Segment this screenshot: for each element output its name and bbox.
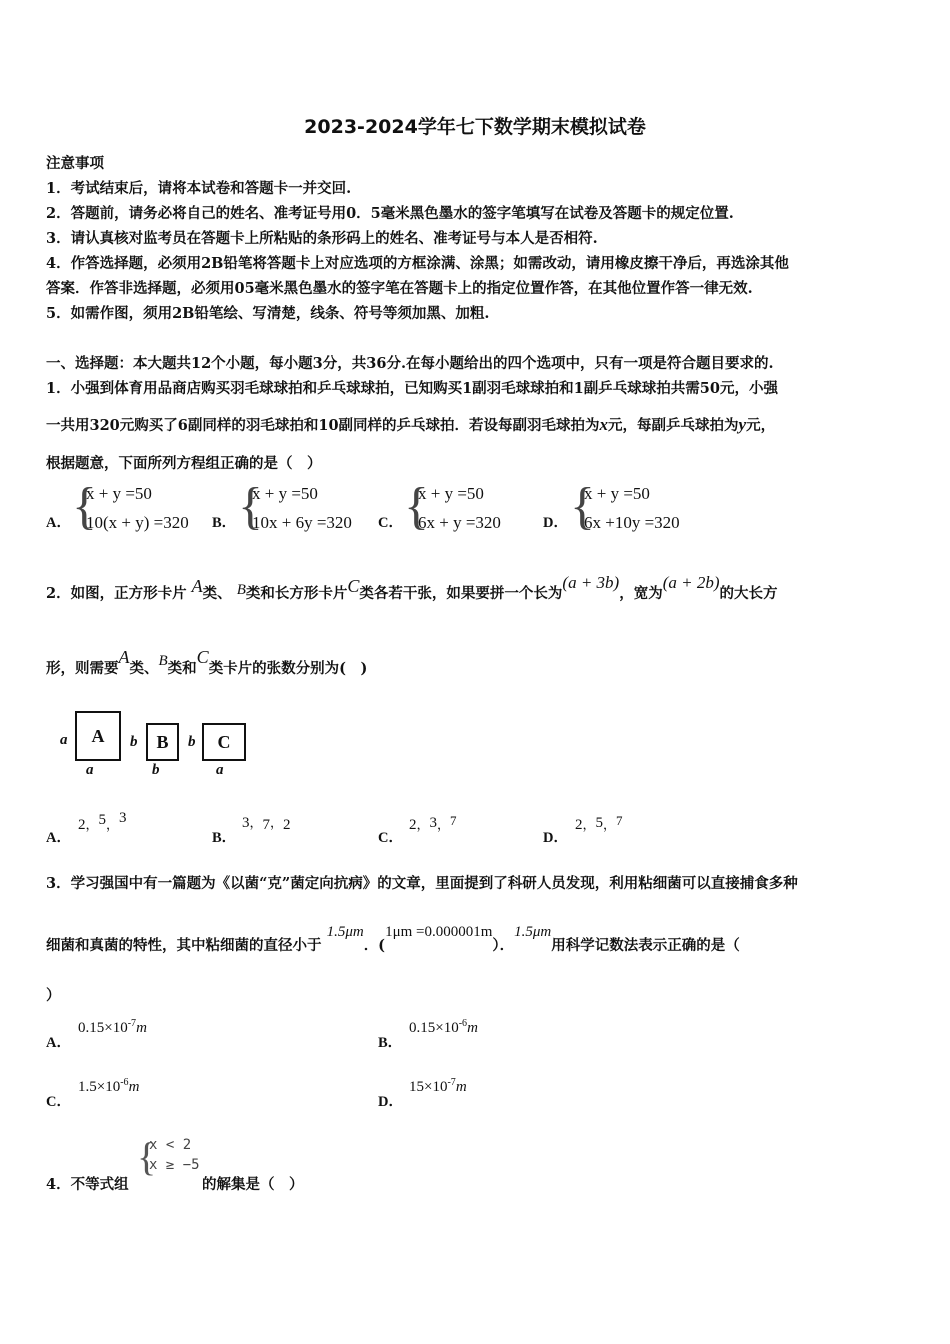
equation: x + y =50 xyxy=(252,484,318,503)
option-label: B． xyxy=(212,515,237,531)
count: 3 xyxy=(242,815,250,831)
q1-text: 元， xyxy=(746,417,776,434)
unit-conversion: 1μm =0.000001m xyxy=(385,924,493,940)
equation: x + y =50 xyxy=(584,484,650,503)
var-c: C xyxy=(196,647,209,667)
q1-line1: 1．小强到体育用品商店购买羽毛球球拍和乒乓球球拍，已知购买1副羽毛球球拍和1副乒乓球球拍共需50元，小强 xyxy=(46,380,778,397)
option-value: 2，5，3 xyxy=(78,810,127,833)
q2-text: 类和长方形卡片 xyxy=(245,585,348,602)
equation: 6x + y =320 xyxy=(418,513,501,532)
notice-item: 2．答题前，请务必将自己的姓名、准考证号用0．5毫米黑色墨水的签字笔填写在试卷及答题卡的规定位置. xyxy=(46,205,734,222)
equation: 10(x + y) =320 xyxy=(86,513,189,532)
option-value xyxy=(78,1018,147,1037)
q2-text: 类和 xyxy=(167,660,197,677)
inequality: x ≥ −5 xyxy=(149,1157,200,1173)
equation: x + y =50 xyxy=(86,484,152,503)
card-b: B xyxy=(146,723,179,761)
card-bottom-label: a xyxy=(216,762,224,778)
var-y: y xyxy=(738,415,747,434)
brace-icon: { xyxy=(238,478,263,535)
card-side-label: b xyxy=(130,734,138,750)
page-title: 2023-2024学年七下数学期末模拟试卷 xyxy=(304,116,646,138)
option-label: B． xyxy=(378,1035,403,1051)
width-expression: (a + 2b) xyxy=(662,573,720,592)
card-c: C xyxy=(202,723,246,761)
length-expression: (a + 3b) xyxy=(562,573,620,592)
exponent: -6 xyxy=(120,1077,129,1088)
option-label: A． xyxy=(46,1035,71,1051)
option-label: D． xyxy=(543,830,568,846)
exponent: -7 xyxy=(127,1018,137,1029)
var-a: A xyxy=(118,647,130,667)
option-value xyxy=(409,1018,478,1037)
q4-post: 的解集是（ ） xyxy=(202,1176,304,1193)
option-label: D． xyxy=(378,1094,403,1110)
unit: m xyxy=(136,1020,147,1036)
exponent: -6 xyxy=(458,1018,468,1029)
card-side-label: b xyxy=(188,734,196,750)
count: 2 xyxy=(78,817,86,833)
q3-line2 xyxy=(46,924,740,955)
count: 2 xyxy=(575,817,583,833)
brace-icon: { xyxy=(570,478,595,535)
unit: m xyxy=(467,1020,478,1036)
q3-line3: ） xyxy=(46,987,61,1004)
card-a: A xyxy=(75,711,121,761)
option-label: C． xyxy=(378,515,403,531)
count: 2 xyxy=(409,817,417,833)
notice-item: 5．如需作图，须用2B铅笔绘、写清楚，线条、符号等须加黑、加粗. xyxy=(46,305,490,322)
var-c: C xyxy=(347,576,360,596)
unit: m xyxy=(455,1079,467,1095)
q3-text: 细菌和真菌的特性，其中粘细菌的直径小于 xyxy=(46,937,322,954)
q2-line1 xyxy=(46,573,778,603)
q2-text: 类、 xyxy=(129,660,159,677)
q2-text: 形，则需要 xyxy=(46,660,119,677)
q3-text: ）． xyxy=(492,937,515,954)
count: 3 xyxy=(119,810,127,826)
var-b: B xyxy=(158,653,168,669)
card-bottom-label: a xyxy=(86,762,94,778)
equation: 10x + 6y =320 xyxy=(252,513,352,532)
unit: m xyxy=(128,1079,140,1095)
option-value: 2，3，7 xyxy=(409,813,457,833)
q4-pre: 4．不等式组 xyxy=(46,1176,129,1193)
option-label: D． xyxy=(543,515,568,531)
q2-text: 类卡片的张数分别为( ) xyxy=(208,660,368,677)
count: 3 xyxy=(429,815,438,831)
q2-text: ，宽为 xyxy=(619,585,663,602)
card-side-label: a xyxy=(60,732,68,748)
notice-item: 3．请认真核对监考员在答题卡上所粘贴的条形码上的姓名、准考证号与本人是否相符. xyxy=(46,230,598,247)
count: 2 xyxy=(283,817,291,833)
equation: 6x +10y =320 xyxy=(584,513,680,532)
var-a: A xyxy=(191,576,203,596)
notice-heading: 注意事项 xyxy=(46,155,104,172)
notice-item: 1．考试结束后，请将本试卷和答题卡一并交回. xyxy=(46,180,352,197)
equation: x + y =50 xyxy=(418,484,484,503)
q2-text: 类各若干张，如果要拼一个长为 xyxy=(359,585,563,602)
option-label: C． xyxy=(378,830,403,846)
q2-text: 的大长方 xyxy=(719,585,778,602)
q2-text: 2．如图，正方形卡片 xyxy=(46,585,187,602)
brace-icon: { xyxy=(404,478,429,535)
count: 5 xyxy=(98,812,107,828)
brace-icon: { xyxy=(72,478,97,535)
option-label: B． xyxy=(212,830,237,846)
q1-line3: 根据题意，下面所列方程组正确的是（ ） xyxy=(46,455,322,472)
exponent: -7 xyxy=(447,1077,456,1088)
card-bottom-label: b xyxy=(152,762,160,778)
option-value xyxy=(409,1077,467,1096)
mantissa: 15×10 xyxy=(409,1079,448,1095)
q2-text: 类、 xyxy=(202,585,232,602)
q1-text: 元，每副乒乓球拍为 xyxy=(608,417,739,434)
var-b: B xyxy=(236,582,246,598)
inequality: x < 2 xyxy=(149,1137,192,1153)
option-value xyxy=(78,1077,139,1096)
diameter-value: 1.5μm xyxy=(326,924,364,940)
option-label: A． xyxy=(46,830,71,846)
section-heading: 一、选择题：本大题共12个小题，每小题3分，共36分.在每小题给出的四个选项中，只有一项是符合题目要求的. xyxy=(46,355,774,372)
count: 7 xyxy=(450,813,457,828)
notice-item: 4．作答选择题，必须用2B铅笔将答题卡上对应选项的方框涂满、涂黑；如需改动，请用橡皮擦干净后，再选涂其他 xyxy=(46,255,789,272)
brace-icon: { xyxy=(137,1134,157,1179)
mantissa: 0.15×10 xyxy=(78,1020,128,1036)
var-x: x xyxy=(599,415,609,434)
q3-line1: 3．学习强国中有一篇题为《以菌“克”菌定向抗病》的文章，里面提到了科研人员发现，利用粘细菌可以直接捕食多种 xyxy=(46,875,798,892)
mantissa: 0.15×10 xyxy=(409,1020,459,1036)
q3-text: ．( xyxy=(363,937,386,954)
q3-text: 用科学记数法表示正确的是（ xyxy=(551,937,740,954)
q1-line2 xyxy=(46,414,775,435)
q1-text: 一共用320元购买了6副同样的羽毛球拍和10副同样的乒乓球拍．若设每副羽毛球拍为 xyxy=(46,417,600,434)
option-label: C． xyxy=(46,1094,71,1110)
q2-line2 xyxy=(46,647,368,678)
option-value: 2，5，7 xyxy=(575,813,623,833)
mantissa: 1.5×10 xyxy=(78,1079,121,1095)
option-value: 3，7，2 xyxy=(242,815,291,833)
option-label: A． xyxy=(46,515,71,531)
diameter-value: 1.5μm xyxy=(514,924,552,940)
notice-item: 答案．作答非选择题，必须用05毫米黑色墨水的签字笔在答题卡上的指定位置作答，在其他位置作答一律无效. xyxy=(46,280,753,297)
count: 7 xyxy=(616,813,623,828)
count: 5 xyxy=(595,815,604,831)
count: 7 xyxy=(262,817,271,833)
